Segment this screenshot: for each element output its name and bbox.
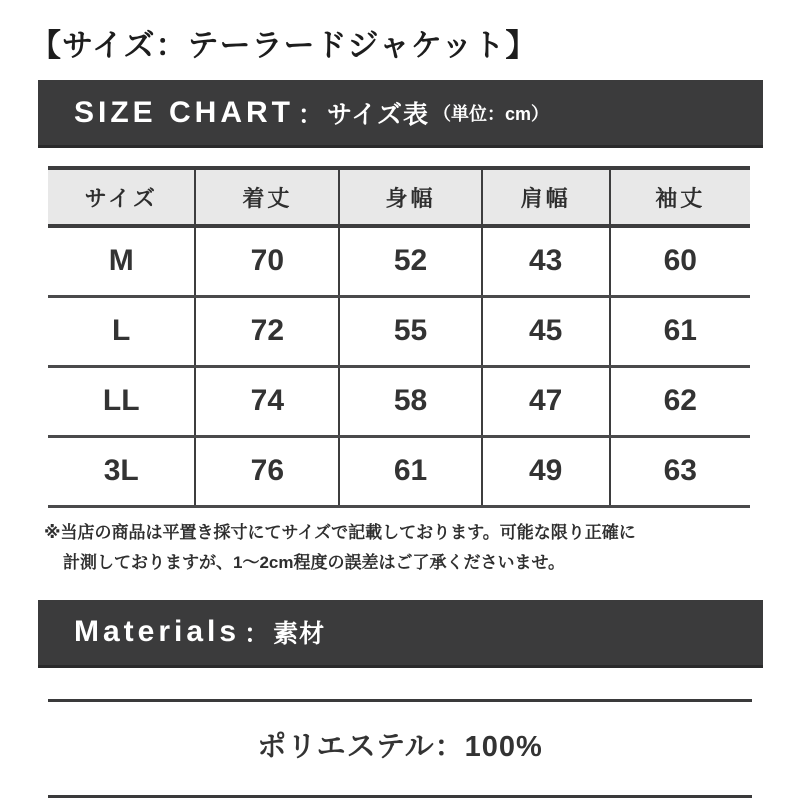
table-row: [48, 436, 750, 506]
materials-composition: ポリエステル：100%: [257, 730, 543, 763]
size-cell: M: [48, 226, 195, 296]
size-cell: L: [48, 296, 195, 366]
measurement-cell: 72: [195, 296, 339, 366]
measurement-cell: 52: [339, 226, 482, 296]
column-header-body-width: 身幅: [339, 168, 482, 226]
materials-heading-separator: ：: [244, 620, 270, 648]
measurement-cell: 74: [195, 366, 339, 436]
table-row: [48, 226, 750, 296]
measurement-cell: 43: [482, 226, 610, 296]
column-header-sleeve-length: 袖丈: [610, 168, 750, 226]
table-header-row: [48, 168, 750, 226]
measurement-cell: 60: [610, 226, 750, 296]
measurement-cell: 62: [610, 366, 750, 436]
page-title: 【サイズ：テーラードジャケット】: [30, 28, 538, 63]
measurement-note: [44, 518, 760, 578]
size-cell: 3L: [48, 436, 195, 506]
measurement-cell: 55: [339, 296, 482, 366]
column-header-length: 着丈: [195, 168, 339, 226]
size-chart-banner: [38, 80, 763, 148]
table-row: [48, 366, 750, 436]
size-chart-heading-en: SIZE CHART: [74, 95, 294, 129]
measurement-note-line2: 計測しておりますが、1～2cm程度の誤差はご了承くださいませ。: [63, 552, 565, 572]
materials-banner: [38, 600, 763, 668]
size-chart-heading-ja: サイズ表: [327, 100, 430, 129]
measurement-cell: 63: [610, 436, 750, 506]
measurement-cell: 76: [195, 436, 339, 506]
materials-heading-en: Materials: [74, 615, 241, 648]
size-chart-unit-label: （単位：cm）: [433, 103, 550, 124]
measurement-cell: 49: [482, 436, 610, 506]
measurement-cell: 61: [339, 436, 482, 506]
column-header-shoulder-width: 肩幅: [482, 168, 610, 226]
column-header-size: サイズ: [48, 168, 195, 226]
measurement-cell: 61: [610, 296, 750, 366]
size-chart-table: [48, 166, 750, 508]
table-row: [48, 296, 750, 366]
measurement-cell: 47: [482, 366, 610, 436]
measurement-cell: 70: [195, 226, 339, 296]
size-cell: LL: [48, 366, 195, 436]
measurement-note-line1: ※当店の商品は平置き採寸にてサイズで記載しております。可能な限り正確に: [44, 522, 636, 542]
measurement-cell: 58: [339, 366, 482, 436]
materials-heading-ja: 素材: [273, 620, 326, 648]
size-chart-heading-separator: ：: [298, 100, 324, 129]
materials-bottom-divider: [48, 795, 752, 798]
measurement-cell: 45: [482, 296, 610, 366]
materials-top-divider: [48, 699, 752, 702]
